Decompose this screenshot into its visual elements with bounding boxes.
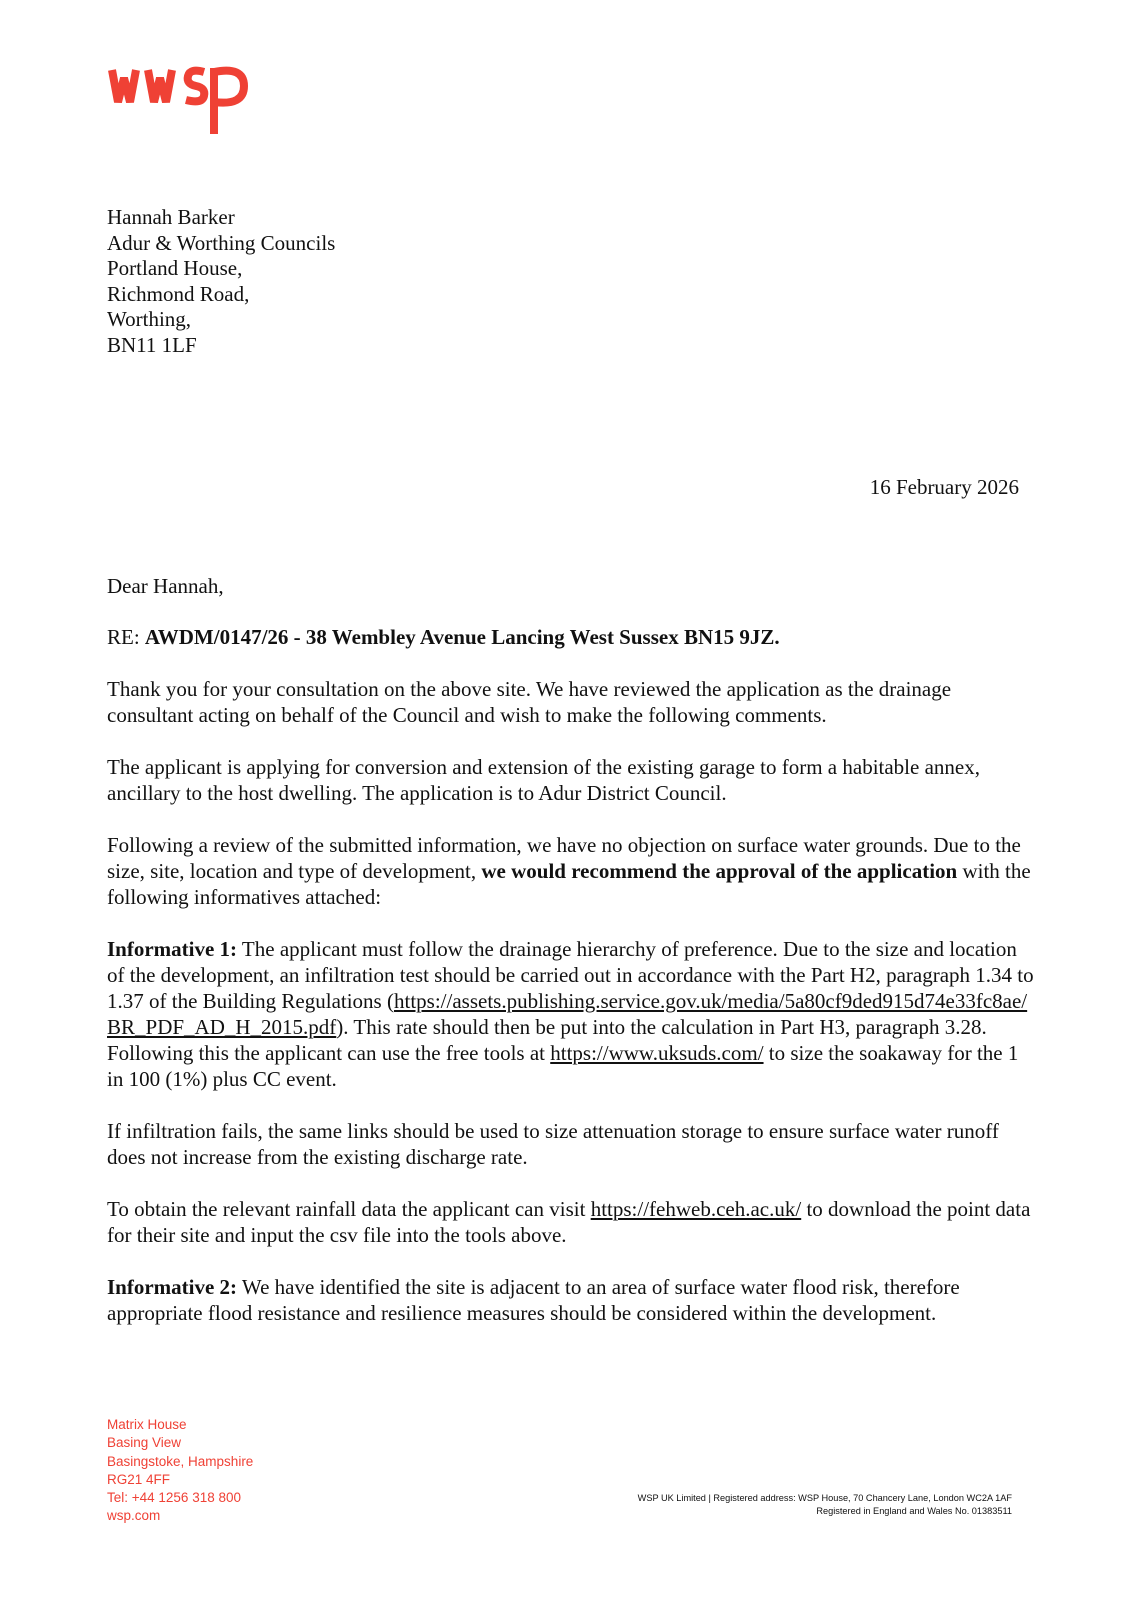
letter-date: 16 February 2026: [869, 475, 1019, 499]
paragraph-infiltration: If infiltration fails, the same links should be used to size attenuation storage to ensure surface water runoff does not increase from the existing discharge rate.: [107, 1119, 999, 1169]
recipient-address-line: Portland House,: [107, 256, 243, 281]
informative-2: Informative 2: We have identified the site is adjacent to an area of surface water flood risk, therefore appropriate flood resistance and resilience measures should be considered within the development.: [107, 1275, 960, 1325]
footer-office-address: [107, 1416, 253, 1526]
paragraph-consultation: Thank you for your consultation on the above site. We have reviewed the application as the drainage consultant acting on behalf of the Council and wish to make the following comments.: [107, 677, 952, 727]
recipient-address: [107, 205, 335, 359]
paragraph-application: The applicant is applying for conversion and extension of the existing garage to form a habitable annex, ancillary to the host dwelling. The application is to Adur District Council.: [107, 755, 980, 805]
wsp-logo: [108, 64, 250, 138]
footer-address-line: Matrix House: [107, 1417, 187, 1432]
footer-legal-notice: [638, 1492, 1012, 1518]
re-prefix: RE:: [107, 625, 145, 649]
recipient-name: Hannah Barker: [107, 205, 235, 229]
salutation: Dear Hannah,: [107, 574, 224, 598]
paragraph-rainfall: To obtain the relevant rainfall data the applicant can visit https://fehweb.ceh.ac.uk/ to download the point data for their site and input the csv file into the tools above.: [107, 1197, 1031, 1247]
paragraph-recommendation: Following a review of the submitted information, we have no objection on surface water grounds. Due to the size, site, location and type of development, we would recommend the approval of the application with the following informatives attached:: [107, 833, 1031, 909]
uksuds-link[interactable]: https://www.uksuds.com/: [550, 1041, 764, 1065]
registered-address: WSP UK Limited | Registered address: WSP House, 70 Chancery Lane, London WC2A 1AF: [637, 1493, 1012, 1503]
recipient-address-line: Worthing,: [107, 307, 192, 332]
letter-body: [107, 573, 1037, 1352]
building-regulations-link[interactable]: https://assets.publishing.service.gov.uk/media/5a80cf9ded915d74e33fc8ae/BR_PDF_AD_H_2015.pdf: [107, 989, 1028, 1039]
wsp-logo-icon: [108, 64, 250, 138]
registration-number: Registered in England and Wales No. 01383511: [816, 1506, 1012, 1516]
re-subject: AWDM/0147/26 - 38 Wembley Avenue Lancing West Sussex BN15 9JZ.: [144, 625, 780, 649]
informative-1: Informative 1: The applicant must follow the drainage hierarchy of preference. Due to the size and location of the development, an infiltration test should be carried out in accordance with the Part H2, paragraph 1.34 to 1.37 of the Building Regulations (https://assets.publishing.service.gov.uk/media/5a80cf9ded915d74e33fc8ae/BR_PDF_AD_H_2015.pdf). This rate should then be put into the calculation in Part H3, paragraph 3.28. Following this the applicant can use the free tools at https://www.uksuds.com/ to size the soakaway for the 1 in 100 (1%) plus CC event.: [107, 937, 1034, 1091]
recipient-address-line: Richmond Road,: [107, 281, 250, 306]
re-line: [107, 624, 1037, 650]
footer-website-link[interactable]: wsp.com: [107, 1508, 161, 1524]
recommendation-bold: we would recommend the approval of the application: [481, 859, 958, 883]
footer-telephone: Tel: +44 1256 318 800: [107, 1490, 241, 1506]
recipient-postcode: BN11 1LF: [107, 332, 197, 357]
informative-2-label: Informative 2:: [107, 1275, 238, 1299]
footer-address-line: Basingstoke, Hampshire: [107, 1453, 254, 1469]
informative-1-label: Informative 1:: [107, 937, 238, 961]
footer-address-line: RG21 4FF: [107, 1471, 171, 1487]
footer-address-line: Basing View: [107, 1435, 182, 1451]
fehweb-link[interactable]: https://fehweb.ceh.ac.uk/: [590, 1197, 802, 1221]
recipient-organisation: Adur & Worthing Councils: [107, 230, 336, 255]
